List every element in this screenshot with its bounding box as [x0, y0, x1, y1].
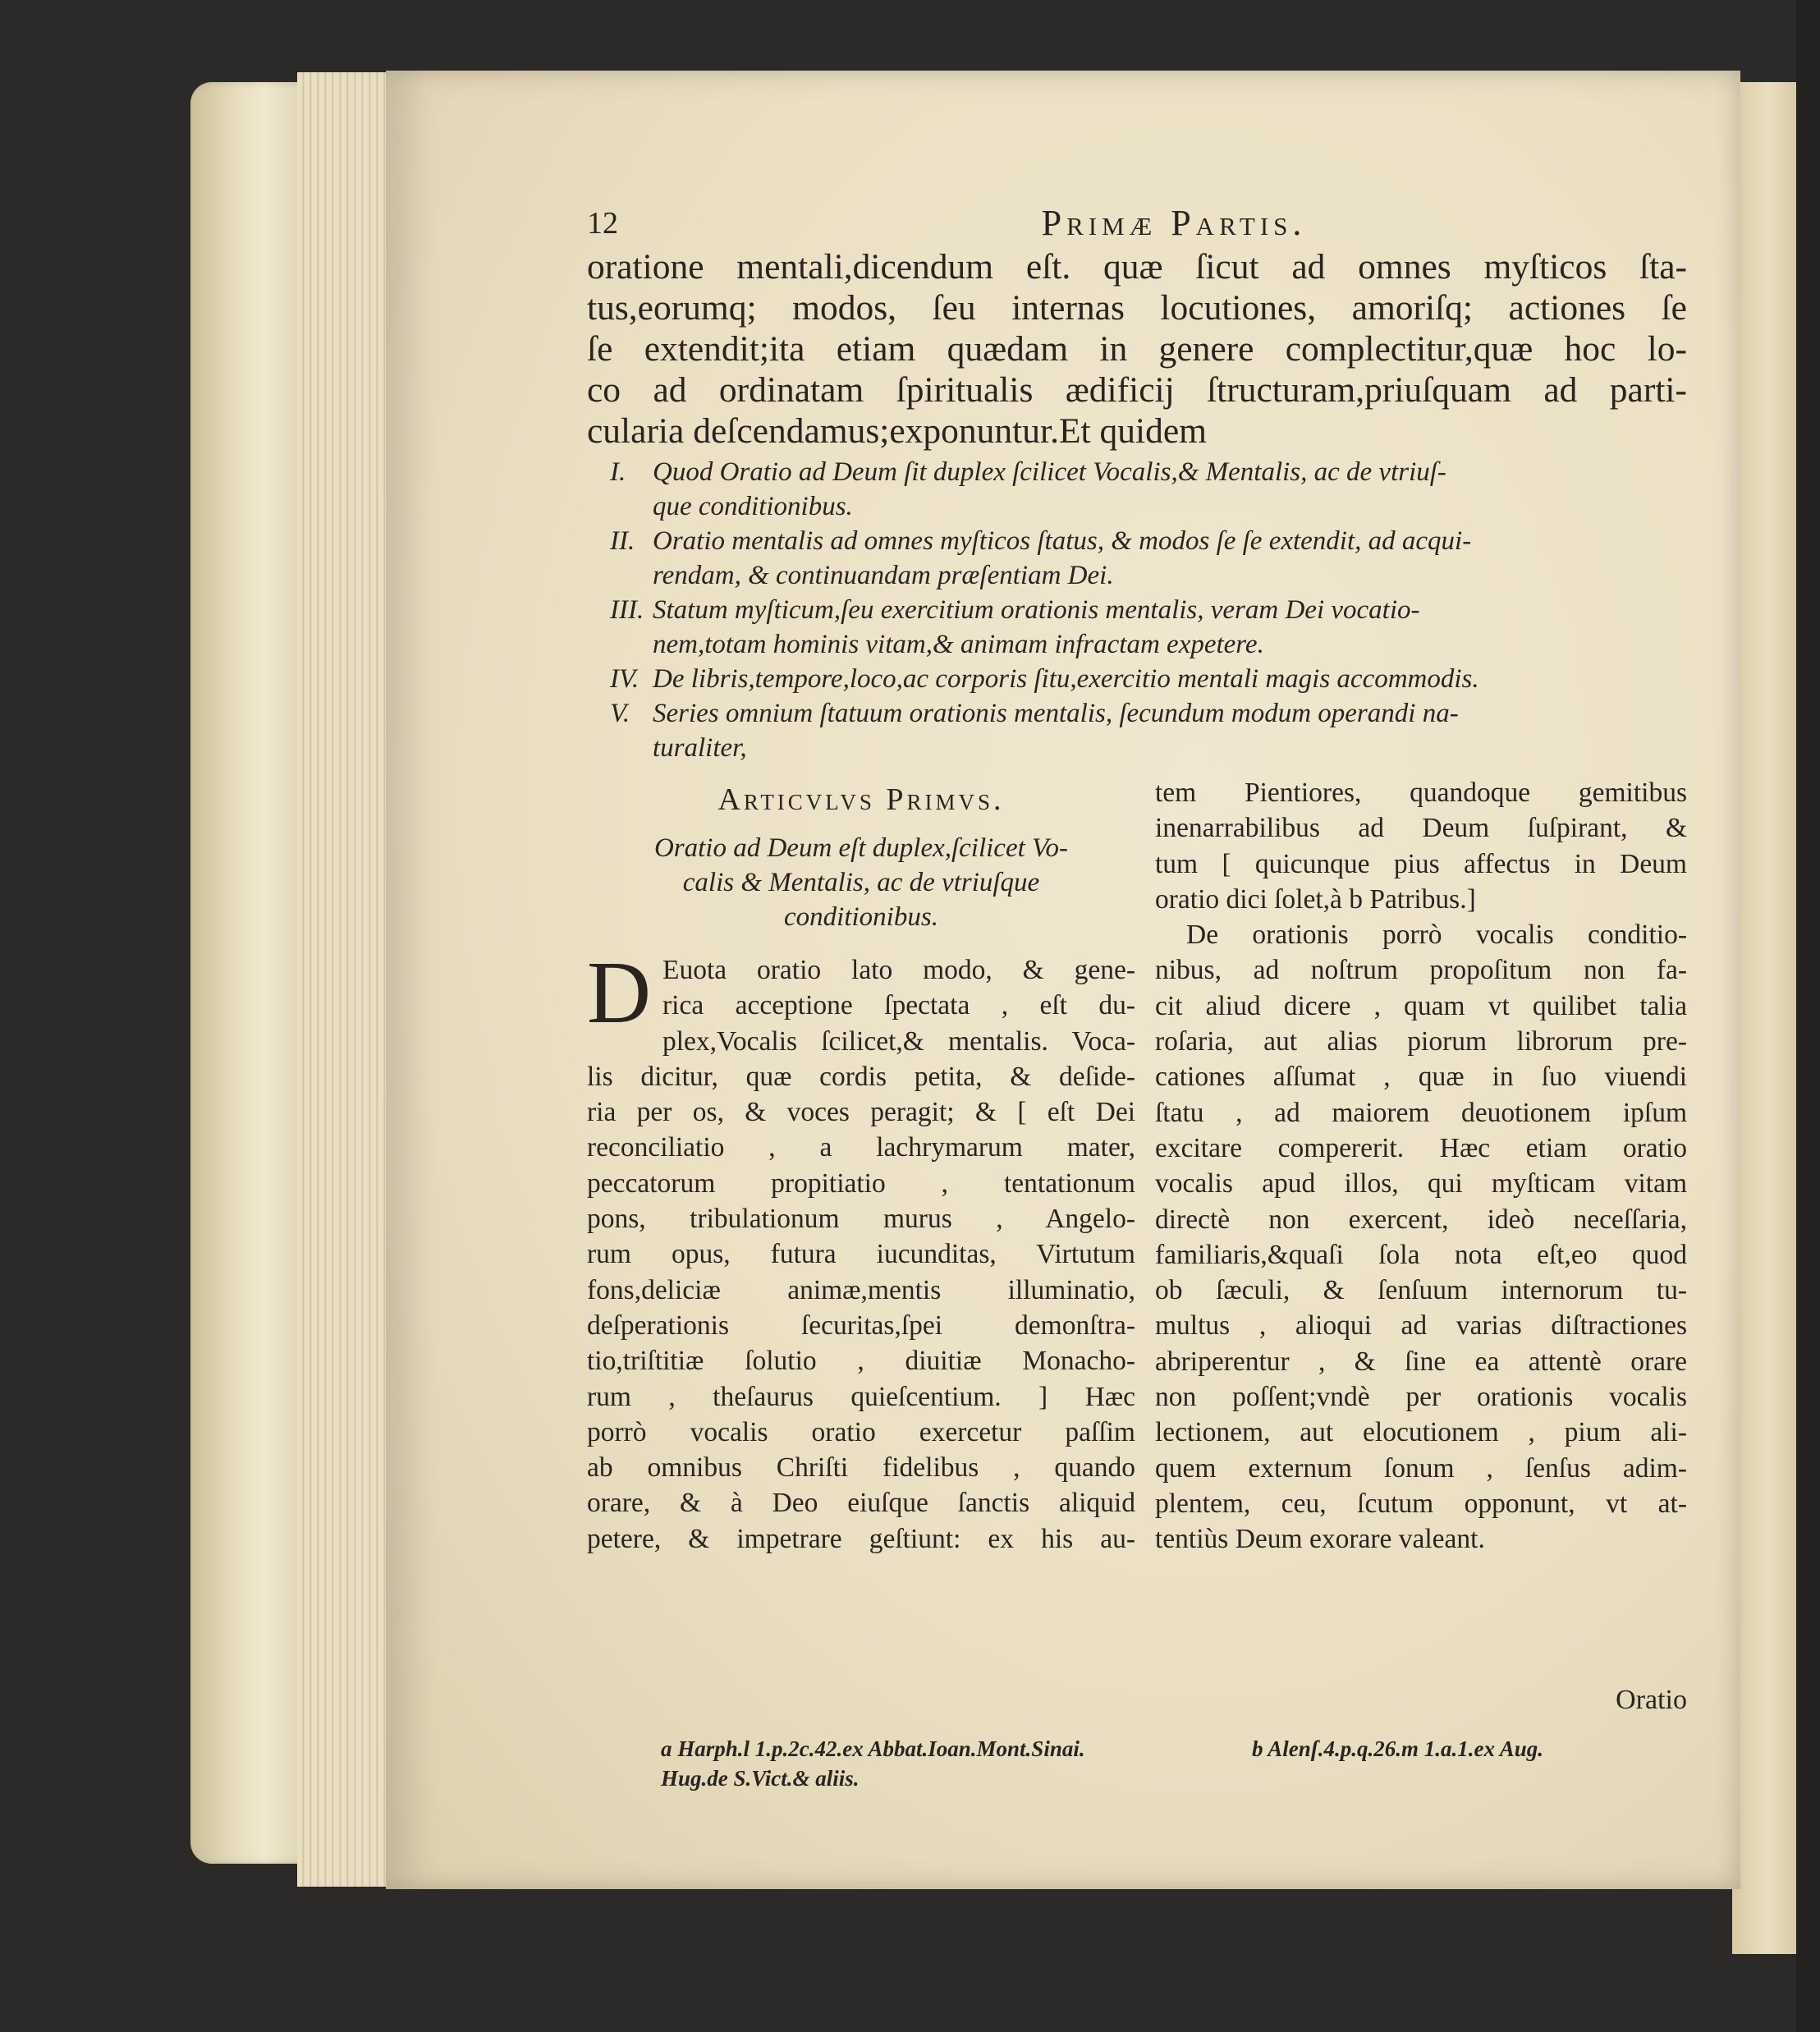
- item-text: De libris,tempore,loco,ac corporis ſitu,exercitio mentali magis accommodis.: [653, 664, 1479, 694]
- item-text: Series omnium ſtatuum orationis mentalis, ſecundum modum operandi na-: [653, 699, 1459, 728]
- text-line: De orationis porrò vocalis conditio-: [1186, 920, 1687, 951]
- intro-line: co ad ordinatam ſpiritualis ædificij ſtructuram,priuſquam ad parti-: [587, 370, 1687, 410]
- summary-item-continuation: rendam, & continuandam præſentiam Dei.: [653, 561, 1114, 590]
- catchword: Oratio: [1616, 1685, 1687, 1715]
- item-number: II.: [610, 526, 635, 556]
- text-line: lectionem, aut elocutionem , pium ali-: [1155, 1417, 1687, 1448]
- text-line: vocalis apud illos, qui myſticam vitam: [1155, 1168, 1687, 1199]
- summary-item: [587, 662, 1687, 696]
- item-number: III.: [610, 595, 644, 625]
- intro-line: ſe extendit;ita etiam quædam in genere complectitur,quæ hoc lo-: [587, 329, 1687, 369]
- text-line: abriperentur , & ſine ea attentè orare: [1155, 1346, 1687, 1377]
- text-line: nibus, ad noſtrum propoſitum non fa-: [1155, 955, 1687, 986]
- page-stack: [297, 72, 396, 1887]
- text-line: non poſſent;vndè per orationis vocalis: [1155, 1382, 1687, 1413]
- background-strip: [1796, 0, 1820, 2032]
- text-line: oratio dici ſolet,à b Patribus.]: [1155, 883, 1476, 915]
- text-line: tum [ quicunque pius affectus in Deum: [1155, 848, 1687, 879]
- text-line: cationes aſſumat , quæ in ſuo viuendi: [1155, 1062, 1687, 1093]
- text-line: orare, & à Deo eiuſque ſanctis aliquid: [587, 1488, 1135, 1519]
- footnote-b: [1252, 1734, 1695, 1764]
- article-title-line: calis & Mentalis, ac de vtriuſque: [682, 868, 1040, 897]
- text-line: fons,deliciæ animæ,mentis illuminatio,: [587, 1274, 1135, 1305]
- intro-paragraph: [587, 246, 1687, 452]
- text-line: lis dicitur, quæ cordis petita, & deſide-: [587, 1061, 1135, 1092]
- text-line: petere, & impetrare geſtiunt: ex his au-: [587, 1523, 1135, 1554]
- footnote-line: Hug.de S.Vict.& aliis.: [661, 1766, 860, 1791]
- summary-item: [587, 524, 1687, 558]
- intro-line: oratione mentali,dicendum eſt. quæ ſicut ad omnes myſticos ſta-: [587, 247, 1687, 287]
- footnote-line: b Alenſ.4.p.q.26.m 1.a.1.ex Aug.: [1252, 1736, 1544, 1761]
- text-line: familiaris,&quaſi ſola nota eſt,eo quod: [1155, 1239, 1687, 1270]
- book-left-edge: [190, 82, 314, 1864]
- text-line: ſtatu , ad maiorem deuotionem ipſum: [1155, 1097, 1687, 1128]
- running-title: Primæ Partis.: [1041, 203, 1307, 243]
- summary-item-continuation: turaliter,: [653, 733, 747, 763]
- item-text: Oratio mentalis ad omnes myſticos ſtatus, & modos ſe ſe extendit, ad acqui-: [653, 526, 1472, 556]
- item-number: V.: [610, 699, 630, 728]
- text-line: rum , theſaurus quieſcentium. ] Hæc: [587, 1381, 1135, 1412]
- intro-line: tus,eorumq; modos, ſeu internas locutiones, amoriſq; actiones ſe: [587, 288, 1687, 328]
- left-column: [587, 775, 1135, 1557]
- item-text: Statum myſticum,ſeu exercitium orationis mentalis, veram Dei vocatio-: [653, 595, 1420, 625]
- summary-list: [587, 455, 1687, 765]
- running-head: [587, 202, 1687, 246]
- article-title: [587, 831, 1135, 934]
- text-line: tio,triſtitiæ ſolutio , diuitiæ Monacho-: [587, 1346, 1135, 1377]
- summary-item-continuation: que conditionibus.: [653, 492, 853, 521]
- text-line: directè non exercent, ideò neceſſaria,: [1155, 1204, 1687, 1235]
- text-line: inenarrabilibus ad Deum ſuſpirant, &: [1155, 813, 1687, 844]
- text-line: rica acceptione ſpectata , eſt du-: [662, 990, 1135, 1021]
- footnote-line: a Harph.l 1.p.2c.42.ex Abbat.Ioan.Mont.Sinai.: [661, 1736, 1085, 1761]
- drop-cap: D: [587, 944, 651, 1042]
- text-line: tentiùs Deum exorare valeant.: [1155, 1524, 1485, 1555]
- text-line: ob ſæculi, & ſenſuum internorum tu-: [1155, 1275, 1687, 1306]
- text-line: Euota oratio lato modo, & gene-: [662, 955, 1135, 985]
- text-line: peccatorum propitiatio , tentationum: [587, 1167, 1135, 1199]
- footnote-a: [661, 1734, 1235, 1793]
- right-column-text: [1155, 775, 1687, 1557]
- left-column-text: [587, 944, 1135, 1557]
- text-line: excitare compererit. Hæc etiam oratio: [1155, 1132, 1687, 1163]
- summary-item-continuation: nem,totam hominis vitam,& animam infractam expetere.: [653, 630, 1264, 659]
- article-title-line: conditionibus.: [784, 902, 938, 932]
- two-column-body: [587, 775, 1687, 1791]
- summary-item: [587, 696, 1687, 731]
- summary-item: [587, 593, 1687, 627]
- text-line: reconciliatio , a lachrymarum mater,: [587, 1132, 1135, 1163]
- summary-item: [587, 455, 1687, 489]
- text-line: plex,Vocalis ſcilicet,& mentalis. Voca-: [662, 1025, 1135, 1057]
- page-content: [587, 202, 1687, 1791]
- item-number: IV.: [610, 664, 640, 694]
- text-line: ab omnibus Chriſti fidelibus , quando: [587, 1452, 1135, 1484]
- text-line: pons, tribulationum murus , Angelo-: [587, 1204, 1135, 1235]
- text-line: porrò vocalis oratio exercetur paſſim: [587, 1416, 1135, 1447]
- item-number: I.: [610, 457, 626, 487]
- text-line: plentem, ceu, ſcutum opponunt, vt at-: [1155, 1488, 1687, 1519]
- text-line: quem externum ſonum , ſenſus adim-: [1155, 1452, 1687, 1484]
- article-heading: Articvlvs Primvs.: [717, 782, 1005, 817]
- text-line: tem Pientiores, quandoque gemitibus: [1155, 777, 1687, 808]
- article-title-line: Oratio ad Deum eſt duplex,ſcilicet Vo-: [653, 833, 1069, 863]
- right-column: [1155, 775, 1687, 1557]
- intro-line: cularia deſcendamus;exponuntur.Et quidem: [587, 411, 1207, 451]
- text-line: roſaria, aut alias piorum librorum pre-: [1155, 1026, 1687, 1057]
- page-number: 12: [587, 206, 618, 241]
- text-line: ria per os, & voces peragit; & [ eſt Dei: [587, 1097, 1135, 1128]
- book-page: [386, 71, 1740, 1889]
- text-line: rum opus, futura iucunditas, Virtutum: [587, 1239, 1135, 1270]
- item-text: Quod Oratio ad Deum ſit duplex ſcilicet Vocalis,& Mentalis, ac de vtriuſ-: [653, 457, 1446, 487]
- text-line: multus , alioqui ad varias diſtractiones: [1155, 1310, 1687, 1342]
- text-line: deſperationis ſecuritas,ſpei demonſtra-: [587, 1310, 1135, 1341]
- text-line: cit aliud dicere , quam vt quilibet talia: [1155, 990, 1687, 1021]
